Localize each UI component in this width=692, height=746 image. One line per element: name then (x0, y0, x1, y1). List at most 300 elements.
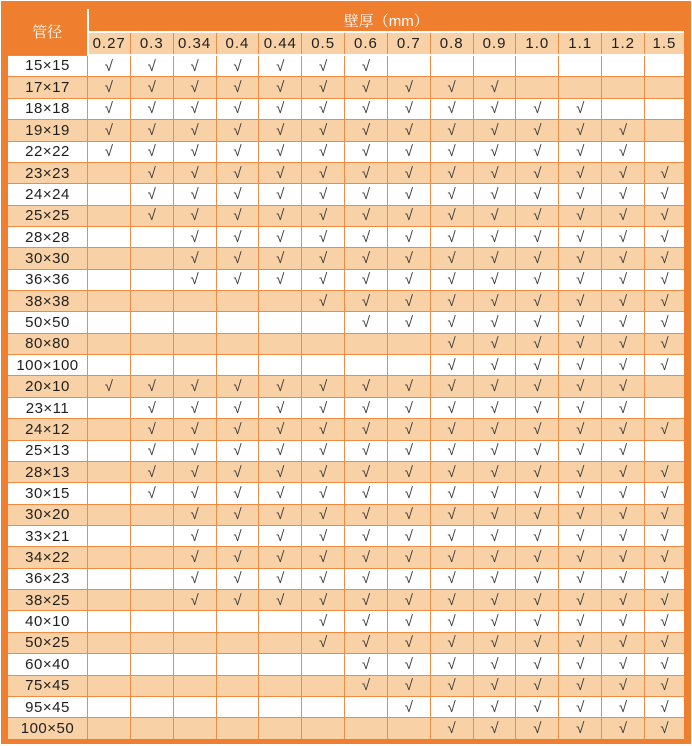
check-cell (473, 440, 516, 461)
check-mark: √ (190, 484, 199, 502)
check-cell (387, 226, 430, 247)
check-mark: √ (276, 164, 285, 182)
check-mark: √ (490, 143, 499, 161)
check-mark: √ (660, 613, 669, 631)
table-row (5, 397, 688, 418)
check-mark: √ (147, 79, 156, 97)
check-cell (88, 632, 131, 653)
check-cell (602, 526, 645, 547)
check-cell (559, 675, 602, 696)
check-mark: √ (447, 527, 456, 545)
table-row (5, 504, 688, 525)
check-mark: √ (660, 677, 669, 695)
check-cell (173, 483, 216, 504)
check-mark: √ (190, 463, 199, 481)
check-mark: √ (576, 613, 585, 631)
check-cell (259, 98, 302, 119)
check-cell (259, 120, 302, 141)
check-cell (259, 547, 302, 568)
check-cell (516, 504, 559, 525)
check-cell (516, 205, 559, 226)
check-mark: √ (533, 549, 542, 567)
check-cell (602, 483, 645, 504)
check-mark: √ (361, 463, 371, 481)
check-cell (345, 162, 388, 183)
check-cell (173, 568, 216, 589)
table-row (5, 461, 688, 482)
check-mark: √ (447, 164, 456, 182)
check-cell (302, 654, 345, 675)
check-cell (559, 291, 602, 312)
check-cell (387, 184, 430, 205)
check-cell (302, 333, 345, 354)
check-cell (387, 55, 430, 77)
check-mark: √ (233, 420, 242, 438)
check-cell (259, 397, 302, 418)
check-cell (130, 440, 173, 461)
check-mark: √ (576, 250, 585, 267)
check-cell (516, 440, 559, 461)
check-cell (430, 376, 473, 397)
pipe-diameter-header: 管径 (5, 5, 88, 55)
check-mark: √ (533, 698, 542, 716)
check-cell (130, 632, 173, 653)
check-mark: √ (190, 549, 199, 567)
check-cell (516, 718, 559, 742)
check-cell (130, 547, 173, 568)
check-mark: √ (319, 484, 328, 502)
check-mark: √ (447, 591, 456, 609)
check-cell (473, 77, 516, 98)
check-mark: √ (147, 463, 156, 481)
check-mark: √ (447, 356, 456, 374)
check-mark: √ (147, 420, 156, 438)
row-header: 17×17 (5, 77, 88, 98)
col-header-1.2: 1.2 (602, 32, 645, 55)
check-cell (302, 590, 345, 611)
check-mark: √ (490, 570, 499, 588)
check-cell (88, 461, 131, 482)
check-cell (345, 568, 388, 589)
check-cell (516, 141, 559, 162)
check-mark: √ (104, 100, 114, 118)
check-cell (430, 632, 473, 653)
check-mark: √ (276, 143, 285, 161)
check-mark: √ (490, 271, 499, 289)
check-mark: √ (618, 527, 628, 545)
row-header: 33×21 (5, 526, 88, 547)
check-mark: √ (190, 271, 199, 289)
check-mark: √ (447, 314, 456, 332)
check-mark: √ (576, 271, 585, 289)
check-cell (516, 291, 559, 312)
check-mark: √ (319, 420, 328, 438)
check-cell (302, 141, 345, 162)
check-cell (430, 226, 473, 247)
check-cell (216, 120, 259, 141)
check-cell (130, 696, 173, 717)
check-mark: √ (533, 356, 542, 374)
check-cell (259, 291, 302, 312)
table-row (5, 77, 688, 98)
check-cell (644, 419, 687, 440)
check-cell (644, 55, 687, 77)
check-cell (387, 461, 430, 482)
check-cell (473, 376, 516, 397)
check-mark: √ (618, 570, 628, 588)
check-cell (345, 440, 388, 461)
check-cell (216, 590, 259, 611)
check-mark: √ (404, 506, 413, 524)
check-mark: √ (618, 314, 628, 332)
check-mark: √ (618, 378, 628, 396)
check-mark: √ (576, 591, 585, 609)
check-mark: √ (404, 591, 413, 609)
check-cell (216, 376, 259, 397)
check-cell (644, 483, 687, 504)
check-cell (644, 397, 687, 418)
check-cell (387, 419, 430, 440)
check-cell (130, 397, 173, 418)
check-cell (302, 120, 345, 141)
check-cell (644, 718, 687, 742)
check-cell (559, 205, 602, 226)
check-cell (216, 483, 259, 504)
check-cell (516, 461, 559, 482)
check-cell (559, 419, 602, 440)
check-mark: √ (404, 100, 413, 118)
check-cell (216, 184, 259, 205)
check-mark: √ (361, 121, 371, 139)
check-cell (430, 461, 473, 482)
check-cell (173, 226, 216, 247)
check-mark: √ (447, 420, 456, 438)
check-cell (473, 226, 516, 247)
check-cell (516, 248, 559, 269)
check-mark: √ (147, 207, 156, 225)
col-header-1.1: 1.1 (559, 32, 602, 55)
check-cell (259, 77, 302, 98)
check-cell (430, 718, 473, 742)
check-cell (259, 632, 302, 653)
check-cell (602, 696, 645, 717)
check-cell (559, 55, 602, 77)
check-cell (302, 440, 345, 461)
check-mark: √ (660, 335, 669, 353)
check-cell (473, 590, 516, 611)
row-header: 15×15 (5, 55, 88, 77)
check-mark: √ (276, 484, 285, 502)
check-mark: √ (533, 399, 542, 417)
check-mark: √ (618, 250, 628, 267)
check-mark: √ (660, 720, 669, 738)
check-cell (216, 77, 259, 98)
check-cell (302, 547, 345, 568)
check-cell (173, 526, 216, 547)
check-mark: √ (190, 164, 199, 182)
check-cell (130, 654, 173, 675)
check-mark: √ (533, 613, 542, 631)
wall-thickness-availability-table (1, 1, 691, 744)
check-cell (516, 77, 559, 98)
check-mark: √ (276, 121, 285, 139)
check-cell (88, 611, 131, 632)
check-cell (644, 184, 687, 205)
check-cell (88, 205, 131, 226)
check-cell (216, 162, 259, 183)
check-cell (302, 568, 345, 589)
check-mark: √ (319, 164, 328, 182)
check-cell (130, 120, 173, 141)
check-cell (216, 526, 259, 547)
check-cell (302, 504, 345, 525)
check-cell (259, 355, 302, 376)
check-cell (559, 312, 602, 333)
check-mark: √ (533, 655, 542, 673)
check-cell (302, 248, 345, 269)
check-cell (473, 55, 516, 77)
check-cell (516, 98, 559, 119)
col-header-0.7: 0.7 (387, 32, 430, 55)
row-header: 25×13 (5, 440, 88, 461)
check-cell (88, 269, 131, 290)
check-mark: √ (447, 613, 456, 631)
check-cell (259, 333, 302, 354)
check-cell (473, 162, 516, 183)
check-cell (473, 333, 516, 354)
check-cell (430, 547, 473, 568)
check-cell (259, 205, 302, 226)
check-mark: √ (576, 420, 585, 438)
row-header: 50×25 (5, 632, 88, 653)
check-cell (88, 55, 131, 77)
check-mark: √ (576, 677, 585, 695)
check-mark: √ (490, 549, 499, 567)
check-cell (473, 461, 516, 482)
check-mark: √ (361, 484, 371, 502)
check-mark: √ (147, 399, 156, 417)
check-mark: √ (190, 143, 199, 161)
check-cell (559, 526, 602, 547)
check-cell (516, 376, 559, 397)
check-cell (259, 162, 302, 183)
check-cell (130, 226, 173, 247)
check-cell (216, 333, 259, 354)
check-mark: √ (319, 549, 328, 567)
check-cell (302, 55, 345, 77)
check-mark: √ (233, 100, 242, 118)
check-cell (173, 333, 216, 354)
check-mark: √ (319, 634, 328, 652)
check-mark: √ (404, 207, 413, 225)
check-mark: √ (660, 463, 669, 481)
check-mark: √ (319, 399, 328, 417)
check-mark: √ (147, 143, 156, 161)
check-cell (473, 98, 516, 119)
check-cell (130, 419, 173, 440)
check-cell (387, 291, 430, 312)
check-cell (473, 269, 516, 290)
check-mark: √ (361, 79, 371, 97)
check-mark: √ (319, 121, 328, 139)
check-mark: √ (361, 527, 371, 545)
check-cell (216, 141, 259, 162)
col-header-0.9: 0.9 (473, 32, 516, 55)
check-cell (430, 397, 473, 418)
check-cell (173, 397, 216, 418)
check-cell (88, 419, 131, 440)
check-cell (387, 141, 430, 162)
check-mark: √ (319, 613, 328, 631)
check-cell (559, 141, 602, 162)
check-cell (644, 376, 687, 397)
check-cell (387, 568, 430, 589)
row-header: 24×12 (5, 419, 88, 440)
check-cell (473, 419, 516, 440)
table-row (5, 483, 688, 504)
check-cell (602, 376, 645, 397)
check-cell (130, 504, 173, 525)
check-cell (130, 162, 173, 183)
check-cell (516, 226, 559, 247)
check-cell (559, 568, 602, 589)
check-mark: √ (533, 250, 542, 267)
check-mark: √ (490, 677, 499, 695)
check-mark: √ (404, 655, 413, 673)
check-mark: √ (533, 121, 542, 139)
check-cell (302, 184, 345, 205)
check-cell (430, 611, 473, 632)
check-cell (602, 291, 645, 312)
check-cell (345, 333, 388, 354)
check-cell (644, 355, 687, 376)
check-cell (430, 504, 473, 525)
check-mark: √ (660, 570, 669, 588)
check-cell (345, 526, 388, 547)
check-cell (516, 547, 559, 568)
check-cell (88, 120, 131, 141)
check-mark: √ (447, 549, 456, 567)
check-cell (173, 248, 216, 269)
check-cell (345, 77, 388, 98)
row-header: 30×20 (5, 504, 88, 525)
check-cell (216, 291, 259, 312)
check-cell (216, 675, 259, 696)
check-mark: √ (190, 506, 199, 524)
check-mark: √ (233, 527, 242, 545)
check-cell (602, 504, 645, 525)
check-cell (430, 98, 473, 119)
check-mark: √ (276, 420, 285, 438)
check-cell (302, 461, 345, 482)
check-mark: √ (576, 506, 585, 524)
check-cell (345, 55, 388, 77)
check-cell (473, 312, 516, 333)
check-mark: √ (404, 527, 413, 545)
check-cell (387, 547, 430, 568)
check-mark: √ (190, 420, 199, 438)
check-mark: √ (618, 442, 628, 460)
check-cell (430, 483, 473, 504)
check-mark: √ (190, 57, 199, 75)
check-mark: √ (447, 185, 456, 203)
check-mark: √ (447, 292, 456, 310)
check-mark: √ (490, 207, 499, 225)
table-row (5, 696, 688, 717)
check-cell (345, 419, 388, 440)
row-header: 23×23 (5, 162, 88, 183)
check-mark: √ (533, 484, 542, 502)
check-mark: √ (618, 121, 628, 139)
check-cell (516, 55, 559, 77)
check-cell (387, 632, 430, 653)
col-header-0.44: 0.44 (259, 32, 302, 55)
check-cell (473, 205, 516, 226)
check-cell (216, 419, 259, 440)
check-mark: √ (190, 591, 199, 609)
check-cell (387, 376, 430, 397)
check-mark: √ (404, 463, 413, 481)
check-cell (602, 397, 645, 418)
check-mark: √ (233, 442, 242, 460)
check-mark: √ (576, 164, 585, 182)
check-cell (130, 333, 173, 354)
check-mark: √ (490, 527, 499, 545)
check-mark: √ (404, 271, 413, 289)
check-cell (88, 376, 131, 397)
check-cell (559, 226, 602, 247)
check-cell (345, 547, 388, 568)
check-mark: √ (233, 57, 242, 75)
check-cell (302, 269, 345, 290)
check-mark: √ (361, 634, 371, 652)
check-cell (644, 77, 687, 98)
check-cell (88, 397, 131, 418)
row-header: 50×50 (5, 312, 88, 333)
row-header: 40×10 (5, 611, 88, 632)
check-mark: √ (618, 228, 628, 246)
check-mark: √ (618, 591, 628, 609)
check-cell (602, 718, 645, 742)
check-mark: √ (233, 506, 242, 524)
check-mark: √ (190, 100, 199, 118)
check-mark: √ (660, 634, 669, 652)
check-cell (644, 120, 687, 141)
check-mark: √ (276, 185, 285, 203)
check-cell (216, 611, 259, 632)
check-cell (602, 568, 645, 589)
check-mark: √ (404, 549, 413, 567)
check-mark: √ (618, 698, 628, 716)
check-mark: √ (618, 271, 628, 289)
check-cell (173, 141, 216, 162)
table-row (5, 419, 688, 440)
col-header-0.5: 0.5 (302, 32, 345, 55)
check-cell (216, 397, 259, 418)
check-mark: √ (618, 677, 628, 695)
check-cell (559, 184, 602, 205)
check-cell (602, 248, 645, 269)
check-cell (259, 696, 302, 717)
check-mark: √ (576, 335, 585, 353)
check-cell (387, 162, 430, 183)
check-mark: √ (576, 292, 585, 310)
row-header: 34×22 (5, 547, 88, 568)
check-cell (130, 98, 173, 119)
check-mark: √ (618, 335, 628, 353)
check-mark: √ (104, 57, 114, 75)
check-mark: √ (576, 228, 585, 246)
